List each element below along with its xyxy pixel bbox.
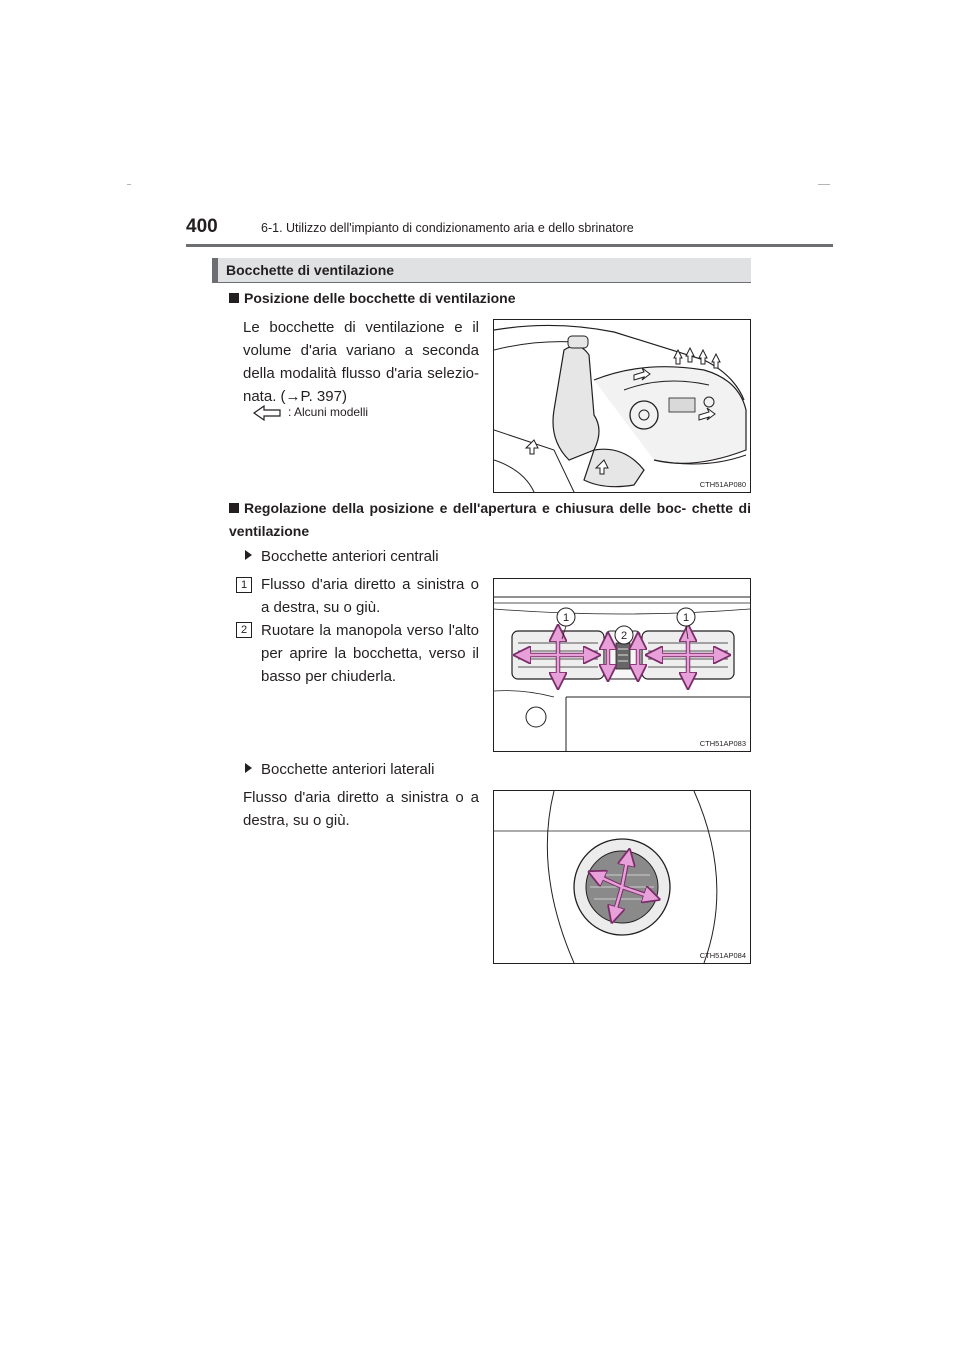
square-bullet-icon: [229, 503, 239, 513]
callout-2: 2: [620, 630, 628, 642]
bullet-text: Bocchette anteriori laterali: [261, 761, 435, 778]
callout-1-left: 1: [562, 612, 570, 624]
step-number-1: 1: [236, 577, 252, 593]
legend-label: : Alcuni modelli: [288, 405, 369, 419]
figure-code: CTH51AP083: [699, 739, 746, 748]
center-vents-illustration: [493, 578, 751, 752]
subheading-vent-position: [229, 287, 751, 310]
figure-code: CTH51AP084: [699, 951, 746, 960]
section-title: Bocchette di ventilazione: [226, 262, 395, 278]
legend-row: [252, 404, 482, 424]
subheading-vent-adjustment: [229, 497, 751, 543]
chapter-title: 6-1. Utilizzo dell'impianto di condizionamento aria e dello sbrinatore: [261, 221, 634, 235]
step-2-text: Ruotare la manopola verso l'alto per aprire la bocchetta, verso il basso per chiuderla.: [261, 622, 479, 685]
subheading-text: Regolazione della posizione e dell'apertura e chiusura delle boc- chette di ventilazione: [229, 500, 751, 539]
crop-mark-left: [127, 184, 131, 185]
bullet-side-vents: [245, 758, 485, 781]
bullet-text: Bocchette anteriori centrali: [261, 548, 439, 565]
side-vents-text: Flusso d'aria diretto a sinistra o a destra, su o giù.: [243, 789, 479, 829]
figure-code: CTH51AP080: [699, 480, 746, 489]
side-vent-illustration: [493, 790, 751, 964]
triangle-bullet-icon: [245, 763, 252, 773]
bullet-center-vents: [245, 545, 485, 568]
square-bullet-icon: [229, 293, 239, 303]
step-number-2: 2: [236, 622, 252, 638]
callout-1-right: 1: [682, 612, 690, 624]
subheading-text: Posizione delle bocchette di ventilazione: [244, 290, 516, 306]
outline-arrow-icon: [252, 404, 282, 422]
triangle-bullet-icon: [245, 550, 252, 560]
crop-mark-right: [818, 184, 830, 185]
step-1-text: Flusso d'aria diretto a sinistra o a destra, su o giù.: [261, 576, 479, 616]
vent-position-text: Le bocchette di ventilazione e il volume d'aria variano a seconda della modalità flusso d'aria selezio- nata. (→P. 397): [243, 319, 479, 405]
header-rule: [186, 244, 833, 247]
page-number: 400: [186, 216, 218, 237]
section-mark: [212, 258, 218, 282]
interior-vents-illustration: [493, 319, 751, 493]
section-underline: [212, 282, 751, 283]
